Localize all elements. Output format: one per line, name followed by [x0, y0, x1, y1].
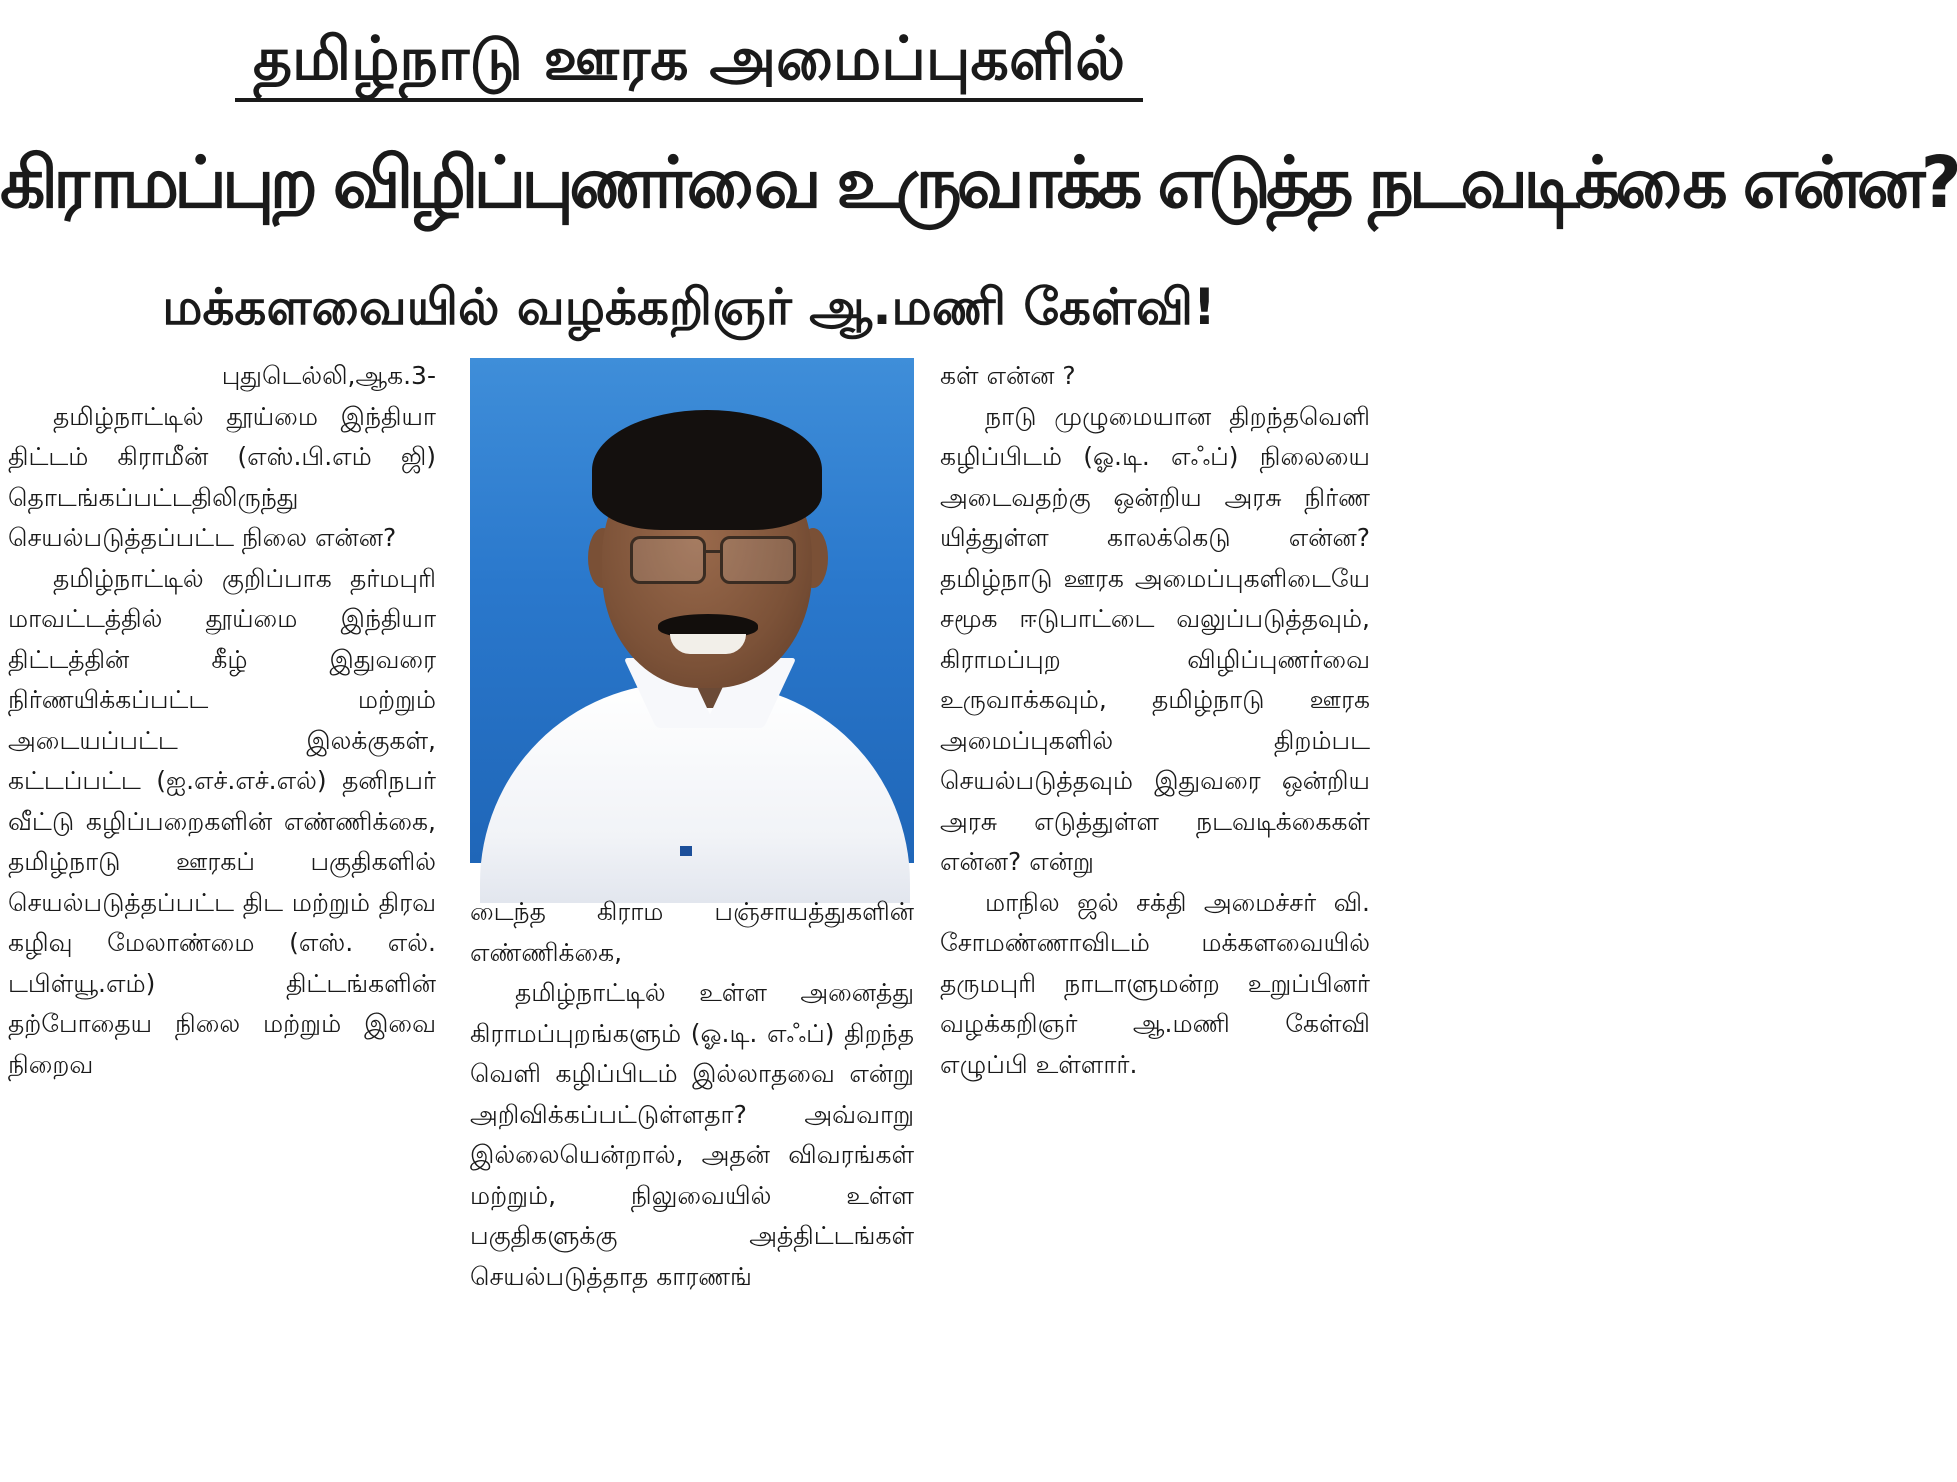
photo-hair — [592, 410, 822, 530]
article-column-1 — [8, 356, 436, 1085]
article-column-2 — [470, 892, 914, 1297]
article-column-3 — [940, 356, 1370, 1085]
article-subheadline: மக்களவையில் வழக்கறிஞர் ஆ.மணி கேள்வி! — [162, 278, 1216, 336]
photo-glasses-bridge — [703, 550, 721, 553]
paragraph: தமிழ்நாட்டில் உள்ள அனைத்து கிராமப்புறங்களும் (ஓ.டி. எஃப்) திறந்த வெளி கழிப்பிடம் இல்லாதவை என்று அறிவிக்கப்பட்டுள்ளதா? அவ்வாறு இல்லையென்றால், அதன் விவரங்கள் மற்றும், நிலுவையில் உள்ள பகுதிகளுக்கு அத்திட்டங்கள் செயல்படுத்தாத காரணங் — [470, 978, 914, 1291]
paragraph: மாநில ஜல் சக்தி அமைச்சர் வி. சோமண்ணாவிடம் மக்களவையில் தருமபுரி நாடாளுமன்ற உறுப்பினர் வழக்கறிஞர் ஆ.மணி கேள்வி எழுப்பி உள்ளார். — [940, 887, 1370, 1079]
paragraph: கள் என்ன ? — [940, 361, 1076, 390]
photo-glasses-left — [630, 536, 706, 584]
portrait-photo — [470, 358, 914, 863]
article-kicker — [0, 20, 1378, 102]
photo-glasses-right — [720, 536, 796, 584]
photo-smile — [670, 634, 746, 654]
paragraph: நாடு முழுமையான திறந்தவெளி கழிப்பிடம் (ஓ.டி. எஃப்) நிலையை அடைவதற்கு ஒன்றிய அரசு நிர்ண யித்துள்ள காலக்கெடு என்ன? தமிழ்நாடு ஊரக அமைப்புகளிடையே சமூக ஈடுபாட்டை வலுப்படுத்தவும், கிராமப்புற விழிப்புணர்வை உருவாக்கவும், தமிழ்நாடு ஊரக அமைப்புகளில் திறம்பட செயல்படுத்தவும் இதுவரை ஒன்றிய அரசு எடுத்துள்ள நடவடிக்கைகள் என்ன? என்று — [940, 401, 1370, 876]
paragraph: தமிழ்நாட்டில் குறிப்பாக தர்மபுரி மாவட்டத்தில் தூய்மை இந்தியா திட்டத்தின் கீழ் இதுவரை நிர்ணயிக்கப்பட்ட மற்றும் அடையப்பட்ட இலக்குகள், கட்டப்பட்ட (ஐ.எச்.எச்.எல்) தனிநபர் வீட்டு கழிப்பறைகளின் எண்ணிக்கை, தமிழ்நாடு ஊரகப் பகுதிகளில் செயல்படுத்தப்பட்ட திட மற்றும் திரவ கழிவு மேலாண்மை (எஸ். எல். டபிள்யூ.எம்) திட்டங்களின் தற்போதைய நிலை மற்றும் இவை நிறைவ — [8, 563, 436, 1079]
paragraph: தமிழ்நாட்டில் தூய்மை இந்தியா திட்டம் கிராமீன் (எஸ்.பி.எம் ஜி) தொடங்கப்பட்டதிலிருந்து செயல்படுத்தப்பட்ட நிலை என்ன? — [8, 401, 436, 552]
article-headline: கிராமப்புற விழிப்புணர்வை உருவாக்க எடுத்த நடவடிக்கை என்ன? — [0, 141, 1957, 224]
photo-pin — [680, 846, 692, 856]
article-dateline: புதுடெல்லி,ஆக.3- — [221, 361, 436, 390]
kicker-text: தமிழ்நாடு ஊரக அமைப்புகளில் — [235, 20, 1143, 102]
paragraph: டைந்த கிராம பஞ்சாயத்துகளின் எண்ணிக்கை, — [470, 897, 914, 967]
